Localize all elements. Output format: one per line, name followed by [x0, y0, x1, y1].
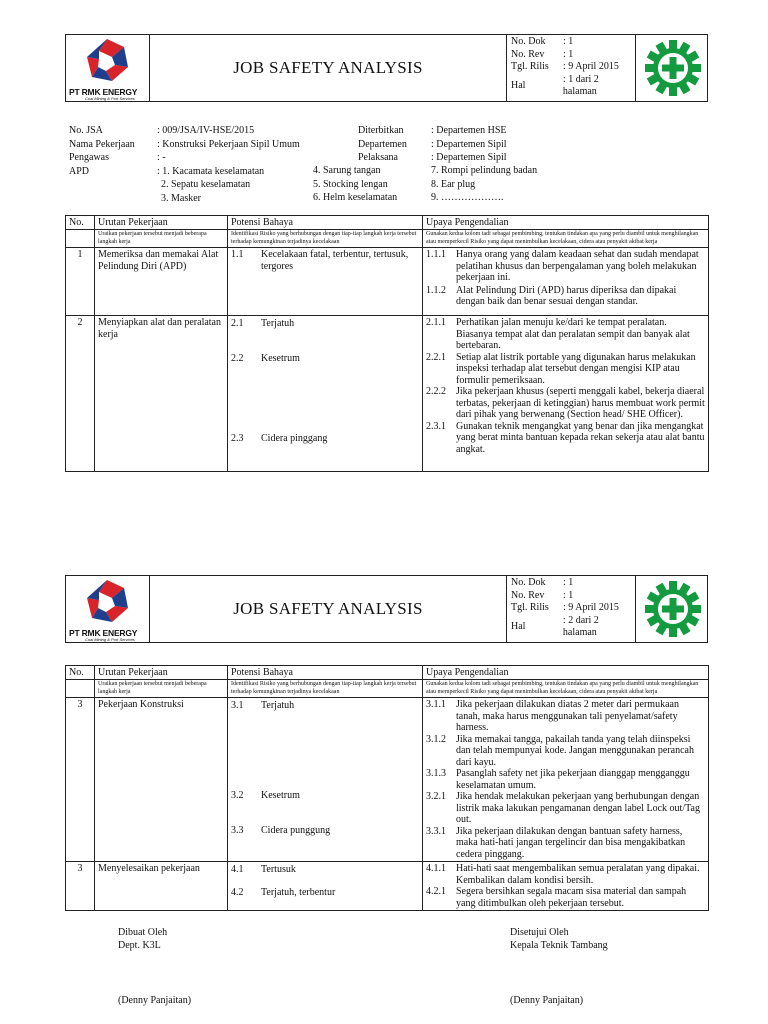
k3-gear-cross-icon — [644, 39, 702, 97]
hazard-item: 2.2 Kesetrum — [231, 353, 300, 364]
jsa-info-values — [157, 124, 300, 205]
signature-made-name: (Denny Panjaitan) — [118, 995, 192, 1006]
hazard-item: 4.1 Tertusuk — [231, 864, 296, 875]
control-item: 2.2.2 Jika pekerjaan khusus (seperti menggali kabel, bekerja diaeral terbatas, pekerjaan di ketinggian) harus membuat work permit dari pihak yang berwenang (Section head/ SHE Officer). — [426, 386, 705, 420]
document-title: JOB SAFETY ANALYSIS — [233, 58, 423, 77]
company-name: PT RMK ENERGY — [69, 628, 138, 638]
rmk-logo-icon — [66, 35, 149, 87]
hazard-item: 3.2 Kesetrum — [231, 790, 300, 801]
hazard-item: 4.2 Terjatuh, terbentur — [231, 887, 336, 898]
executor: : Departemen Sipil — [431, 152, 507, 163]
document-meta: No. Dok : 1 No. Rev : 1 Tgl. Rilis : 9 April 2015 Hal : 2 dari 2 halaman — [506, 576, 636, 642]
control-item: 4.1.1 Hati-hati saat mengembalikan semua peralatan yang dipakai. Kembalikan dalam kondisi bersih. — [426, 863, 700, 886]
control-item: 3.3.1 Jika pekerjaan dilakukan dengan bantuan safety harness, maka hati-hati jangan tergelincir dan bisa mengakibatkan cedera pinggang. — [426, 825, 686, 860]
jsa-info-values-right — [431, 124, 507, 165]
apd-item-1: : 1. Kacamata keselamatan — [157, 165, 265, 177]
control-item: 3.1.3 Pasanglah safety net jika pekerjaan dianggap mengganggu keselamatan umum. — [426, 768, 690, 791]
table-row: 2 Menyiapkan alat dan peralatan kerja 2.1 Terjatuh 2.2 Kesetrum 2.3 Cidera pinggang 2.1.1 Perhatikan jalan menuju ke/dari ke tempat peralatan. Biasanya tempat alat dan peralatan sempit dan banyak alat bertebaran. 2.2.1 Setiap alat listrik portable yang digunakan harus melakukan inspeksi terhadap alat tersebut dengan mengisi KIP atau formulir pemeriksaan. 2.2.2 Jika pekerjaan khusus (seperti menggali kabel, bekerja diaeral terbatas, pekerjaan di ketinggian) harus membuat work permit dari pihak yang berwenang (Section head/ SHE Officer). 2.3.1 Gunakan teknik mengangkat yang benar dan jika mengangkat yang berat minta bantuan kepada rekan sekerja atau alat bantu angkat. — [66, 316, 709, 472]
apd-col-3: 7. Rompi pelindung badan 8. Ear plug 9. ………………. — [431, 165, 538, 203]
table-desc-row: Uraikan pekerjaan tersebut menjadi beberapa langkah kerja Identifikasi Risiko yang berhubungan dengan tiap-tiap langkah kerja tersebut terhadap kemungkinan terjadinya kecelakaan Gunakan kedua kolom tadi sebagai pembimbing, tentukan tindakan apa yang perlu diambil untuk menghilangkan atau memperkecil Risiko yang dapat menimbulkan kecelakaan, cidera atau penyakit akibat kerja — [66, 230, 709, 248]
table-header-row: No. Urutan Pekerjaan Potensi Bahaya Upaya Pengendalian — [66, 666, 709, 680]
k3-badge — [637, 35, 708, 101]
document-title: JOB SAFETY ANALYSIS — [233, 599, 423, 618]
jsa-info-labels: No. JSA Nama Pekerjaan Pengawas APD — [69, 125, 135, 177]
control-item: 2.1.1 Perhatikan jalan menuju ke/dari ke tempat peralatan. Biasanya tempat alat dan peralatan sempit dan banyak alat bertebaran. — [426, 317, 690, 351]
company-tagline: Coal Mining & Port Services — [85, 637, 135, 642]
control-item: 3.1.1 Jika pekerjaan dilakukan diatas 2 meter dari permukaan tanah, maka harus menggunakan tali penyelamat/safety harness. — [426, 699, 679, 733]
apd-item-2: 2. Sepatu keselamatan — [161, 179, 251, 190]
control-item: 3.1.2 Jika memakai tangga, pakailah tanda yang telah diinspeksi dan telah mempunyai kode. Jangan menggunakan perancah dari kayu. — [426, 733, 694, 768]
control-item: 4.2.1 Segera bersihkan segala macam sisa material dan sampah yang ditimbulkan oleh pekerjaan tersebut. — [426, 886, 687, 909]
job-name: : Konstruksi Pekerjaan Sipil Umum — [157, 138, 300, 150]
table-desc-row: Uraikan pekerjaan tersebut menjadi beberapa langkah kerja Identifikasi Risiko yang berhubungan dengan tiap-tiap langkah kerja tersebut terhadap kemungkinan terjadinya kecelakaan Gunakan kedua kolom tadi sebagai pembimbing, tentukan tindakan apa yang perlu diambil untuk menghilangkan atau memperkecil Risiko yang dapat menimbulkan kecelakaan, cidera atau penyakit akibat kerja — [66, 680, 709, 698]
hazard-item: 3.3 Cidera punggung — [231, 825, 331, 836]
jsa-number: : 009/JSA/IV-HSE/2015 — [157, 125, 255, 136]
signature-made-by: Dibuat Oleh Dept. K3L — [118, 927, 168, 951]
jsa-table-page-2 — [65, 665, 709, 911]
header-page-1 — [65, 34, 708, 102]
header-page-2 — [65, 575, 708, 643]
jsa-table-page-1 — [65, 215, 709, 472]
signature-approved-name: (Denny Panjaitan) — [510, 995, 584, 1006]
hazard-item: 3.1 Terjatuh — [231, 700, 295, 711]
document-meta: No. Dok : 1 No. Rev : 1 Tgl. Rilis : 9 April 2015 Hal : 1 dari 2 halaman — [506, 35, 636, 101]
table-row: 1 Memeriksa dan memakai Alat Pelindung Diri (APD) 1.1 Kecelakaan fatal, terbentur, tertusuk, tergores 1.1.1 Hanya orang yang dalam keadaan sehat dan sudah mendapat pelatihan khusus dan berpengalaman yang boleh melakukan pekerjaan ini. 1.1.2 Alat Pelindung Diri (APD) harus diperiksa dan dipakai dengan baik dan benar sesuai dengan standar. — [66, 248, 709, 316]
department: : Departemen Sipil — [431, 138, 507, 150]
control-item: 2.3.1 Gunakan teknik mengangkat yang benar dan jika mengangkat yang berat minta bantuan kepada rekan sekerja atau alat bantu angkat. — [426, 420, 705, 455]
supervisor: : - — [157, 152, 166, 163]
control-item: 3.2.1 Jika hendak melakukan pekerjaan yang berhubungan dengan listrik maka lakukan pengamanan dengan label Lock out/Tag out. — [426, 791, 700, 825]
issued-by: : Departemen HSE — [431, 125, 507, 136]
rmk-logo-icon — [66, 576, 149, 628]
table-row: 3 Menyelesaikan pekerjaan 4.1 Tertusuk 4.2 Terjatuh, terbentur 4.1.1 Hati-hati saat mengembalikan semua peralatan yang dipakai. Kembalikan dalam kondisi bersih. 4.2.1 Segera bersihkan segala macam sisa material dan sampah yang ditimbulkan oleh pekerjaan tersebut. — [66, 862, 709, 911]
jsa-info-labels-right: Diterbitkan Departemen Pelaksana — [358, 125, 407, 163]
signature-approved-by: Disetujui Oleh Kepala Teknik Tambang — [510, 927, 608, 951]
table-header-row: No. Urutan Pekerjaan Potensi Bahaya Upaya Pengendalian — [66, 216, 709, 230]
control-item: 2.2.1 Setiap alat listrik portable yang digunakan harus melakukan inspeksi terhadap alat tersebut dengan mengisi KIP atau formulir pemeriksaan. — [426, 351, 696, 386]
company-name: PT RMK ENERGY — [69, 87, 138, 97]
table-row: 3 Pekerjaan Konstruksi 3.1 Terjatuh 3.2 Kesetrum 3.3 Cidera punggung 3.1.1 Jika pekerjaan dilakukan diatas 2 meter dari permukaan tanah, maka harus menggunakan tali penyelamat/safety harness. 3.1.2 Jika memakai tangga, pakailah tanda yang telah diinspeksi dan telah mempunyai kode. Jangan menggunakan perancah dari kayu. 3.1.3 Pasanglah safety net jika pekerjaan dianggap mengganggu keselamatan umum. 3.2.1 Jika hendak melakukan pekerjaan yang berhubungan dengan listrik maka lakukan pengamanan dengan label Lock out/Tag out. 3.3.1 Jika pekerjaan dilakukan dengan bantuan safety harness, maka hati-hati jangan tergelincir dan bisa mengakibatkan cedera pinggang. — [66, 698, 709, 862]
company-logo — [66, 35, 150, 101]
k3-gear-cross-icon — [644, 580, 702, 638]
company-tagline: Coal Mining & Port Services — [85, 96, 135, 101]
hazard-item: 2.3 Cidera pinggang — [231, 433, 328, 444]
apd-col-2: 4. Sarung tangan 5. Stocking lengan 6. Helm keselamatan — [313, 165, 398, 203]
k3-badge — [637, 576, 708, 642]
apd-item-3: 3. Masker — [161, 192, 201, 204]
control-item: 1.1.1 Hanya orang yang dalam keadaan sehat dan sudah mendapat pelatihan khusus dan berpengalaman yang boleh melakukan pekerjaan ini. — [426, 249, 699, 283]
hazard-item: 1.1 Kecelakaan fatal, terbentur, tertusuk, tergores — [231, 249, 409, 272]
hazard-item: 2.1 Terjatuh — [231, 318, 295, 329]
control-item: 1.1.2 Alat Pelindung Diri (APD) harus diperiksa dan dipakai dengan baik dan benar sesuai dengan standar. — [426, 284, 677, 307]
company-logo — [66, 576, 150, 642]
